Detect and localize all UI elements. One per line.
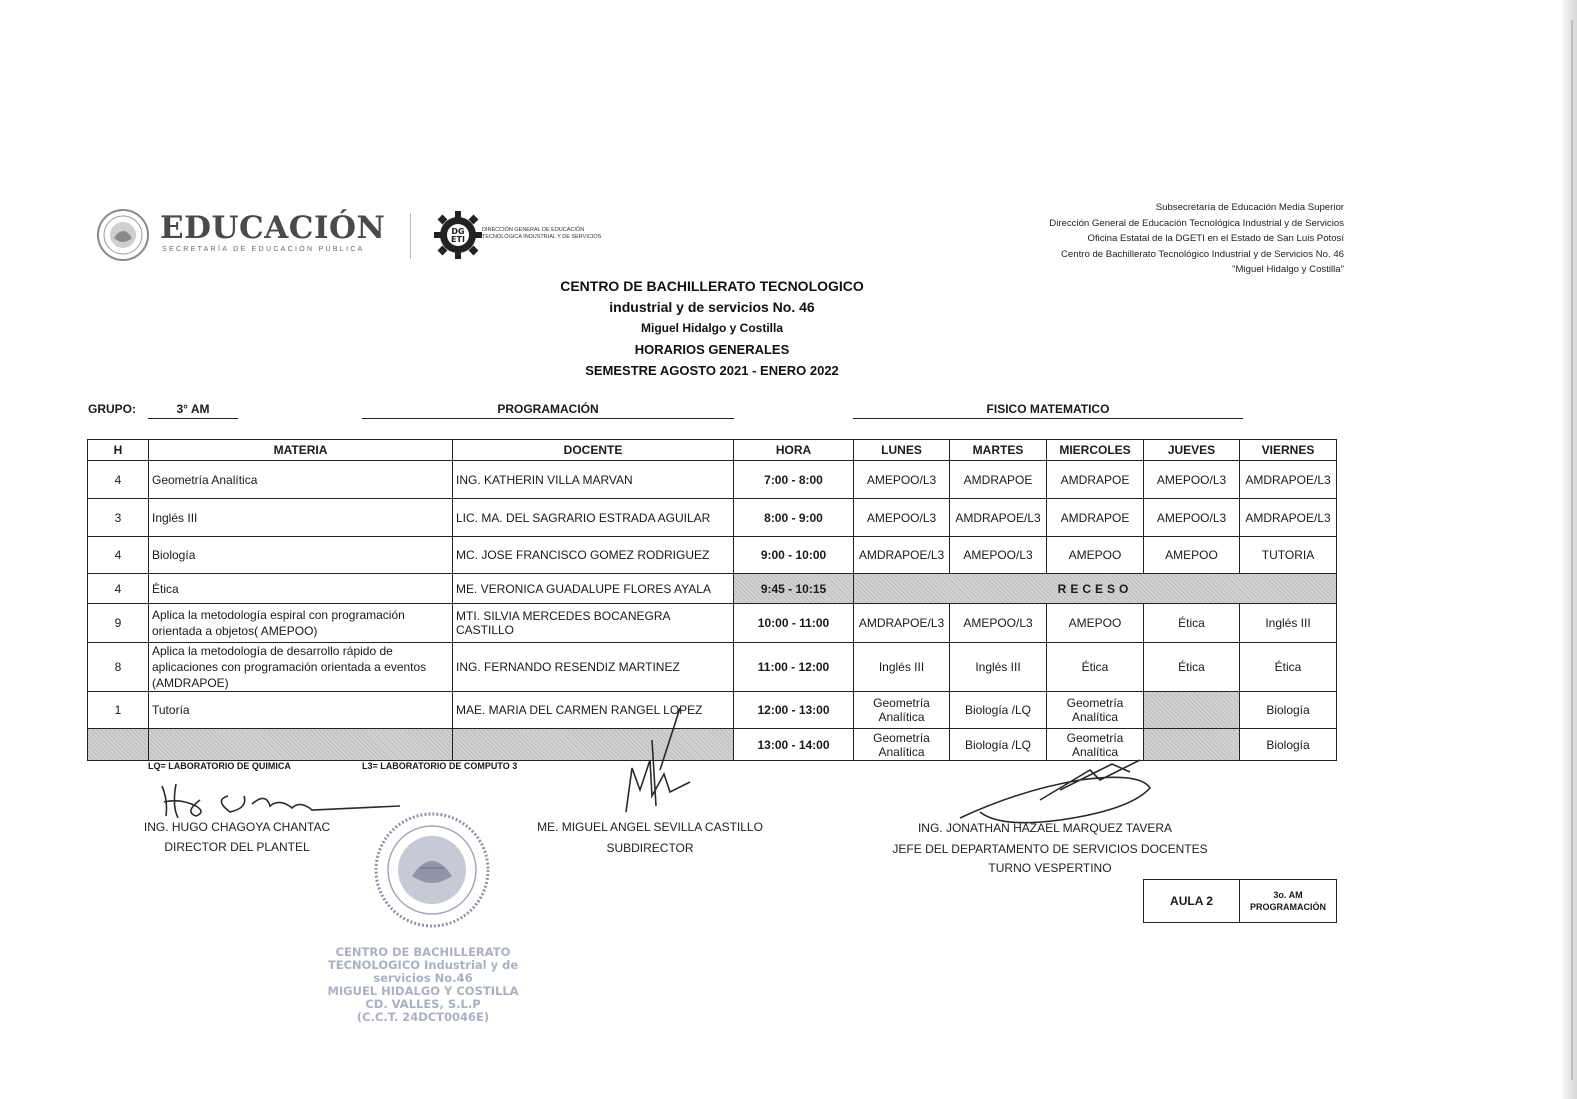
- day-cell: AMEPOO/L3: [854, 461, 950, 499]
- table-row: [88, 729, 1337, 761]
- table-row: [88, 692, 1337, 729]
- day-cell: AMEPOO/L3: [1144, 461, 1240, 499]
- day-cell: AMEPOO/L3: [950, 537, 1047, 574]
- career-name: PROGRAMACIÓN: [362, 402, 734, 419]
- teacher-cell: [453, 729, 734, 761]
- teacher-cell: ME. VERONICA GUADALUPE FLORES AYALA: [453, 574, 734, 604]
- col-header-viernes: VIERNES: [1240, 440, 1337, 461]
- day-cell: Biología /LQ: [950, 729, 1047, 761]
- classroom-group-line: PROGRAMACIÓN: [1250, 902, 1326, 912]
- note-lq: LQ= LABORATORIO DE QUIMICA: [148, 761, 291, 771]
- group-value: 3° AM: [148, 402, 238, 419]
- day-cell: AMDRAPOE/L3: [950, 499, 1047, 537]
- day-cell: AMEPOO/L3: [950, 604, 1047, 643]
- recess-cell: RECESO: [854, 574, 1337, 604]
- agency-line: Subsecretaría de Educación Media Superior: [1155, 202, 1344, 213]
- stamp-line: (C.C.T. 24DCT0046E): [356, 1010, 490, 1024]
- day-cell: AMEPOO: [1144, 537, 1240, 574]
- official-seal-stamp: [372, 810, 492, 930]
- day-cell: AMDRAPOE: [950, 461, 1047, 499]
- time-cell: 10:00 - 11:00: [734, 604, 854, 643]
- col-header-h: H: [88, 440, 149, 461]
- schedule-table: [87, 439, 1337, 761]
- svg-text:DG: DG: [451, 227, 465, 236]
- day-cell: AMDRAPOE: [1047, 461, 1144, 499]
- day-cell: Geometría Analítica: [854, 729, 950, 761]
- subdirector-name: ME. MIGUEL ANGEL SEVILLA CASTILLO: [537, 820, 763, 834]
- teacher-cell: MAE. MARIA DEL CARMEN RANGEL LOPEZ: [453, 692, 734, 729]
- table-row: [88, 461, 1337, 499]
- table-row: [88, 604, 1337, 643]
- teacher-cell: LIC. MA. DEL SAGRARIO ESTRADA AGUILAR: [453, 499, 734, 537]
- time-cell: 7:00 - 8:00: [734, 461, 854, 499]
- agency-line: Dirección General de Educación Tecnológica Industrial y de Servicios: [1049, 217, 1344, 229]
- hours-cell: 4: [88, 461, 149, 499]
- col-header-martes: MARTES: [950, 440, 1047, 461]
- day-cell: AMEPOO/L3: [1144, 499, 1240, 537]
- note-l3: L3= LABORATORIO DE COMPUTO 3: [362, 761, 518, 771]
- hours-cell: 4: [88, 537, 149, 574]
- hours-cell: 8: [88, 643, 149, 692]
- school-stamp-text: [318, 946, 528, 1024]
- hours-cell: 9: [88, 604, 149, 643]
- table-row: [88, 643, 1337, 692]
- teacher-cell: ING. FERNANDO RESENDIZ MARTINEZ: [453, 643, 734, 692]
- stamp-line: CENTRO DE BACHILLERATO: [335, 945, 511, 959]
- day-cell: Ética: [1144, 643, 1240, 692]
- hours-cell: 4: [88, 574, 149, 604]
- subject-cell: Aplica la metodología de desarrollo rápido de aplicaciones con programación orientada a eventos (AMDRAPOE): [149, 643, 453, 692]
- dgeti-line-2: TECNOLÓGICA INDUSTRIAL Y DE SERVICIOS: [482, 234, 602, 240]
- director-role: DIRECTOR DEL PLANTEL: [164, 840, 310, 854]
- hours-cell: 3: [88, 499, 149, 537]
- day-cell: Biología: [1240, 729, 1337, 761]
- title-school-sub: industrial y de servicios No. 46: [609, 299, 815, 315]
- day-cell: Inglés III: [950, 643, 1047, 692]
- title-schedule: HORARIOS GENERALES: [634, 342, 790, 357]
- time-cell: 9:00 - 10:00: [734, 537, 854, 574]
- subject-cell: Tutoría: [149, 692, 453, 729]
- svg-text:ETI: ETI: [451, 235, 465, 244]
- day-cell: AMEPOO/L3: [854, 499, 950, 537]
- group-label: GRUPO:: [88, 402, 136, 416]
- day-cell: Inglés III: [854, 643, 950, 692]
- day-cell: TUTORIA: [1240, 537, 1337, 574]
- agency-line: Centro de Bachillerato Tecnológico Industrial y de Servicios No. 46: [1061, 248, 1344, 260]
- day-cell-empty: [1144, 729, 1240, 761]
- stamp-line: CD. VALLES, S.L.P: [365, 997, 481, 1011]
- col-header-miercoles: MIERCOLES: [1047, 440, 1144, 461]
- dgeti-text: [482, 227, 632, 241]
- teacher-cell: ING. KATHERIN VILLA MARVAN: [453, 461, 734, 499]
- hours-cell: 1: [88, 692, 149, 729]
- table-row: [88, 499, 1337, 537]
- day-cell: AMDRAPOE/L3: [1240, 499, 1337, 537]
- logo-divider: [410, 213, 411, 259]
- day-cell-empty: [1144, 692, 1240, 729]
- day-cell: Ética: [1047, 643, 1144, 692]
- subject-cell: [149, 729, 453, 761]
- day-cell: AMDRAPOE/L3: [854, 537, 950, 574]
- hours-cell: [88, 729, 149, 761]
- jefe-role: JEFE DEL DEPARTAMENTO DE SERVICIOS DOCENTES: [892, 842, 1208, 856]
- col-header-materia: MATERIA: [149, 440, 453, 461]
- subject-cell: Aplica la metodología espiral con programación orientada a objetos( AMEPOO): [149, 604, 453, 643]
- day-cell: Inglés III: [1240, 604, 1337, 643]
- sep-seal-logo: [96, 208, 150, 262]
- title-school: CENTRO DE BACHILLERATO TECNOLOGICO: [560, 278, 864, 294]
- subdirector-role: SUBDIRECTOR: [606, 841, 694, 855]
- day-cell: AMDRAPOE/L3: [854, 604, 950, 643]
- subject-cell: Inglés III: [149, 499, 453, 537]
- jefe-name: ING. JONATHAN HAZAEL MARQUEZ TAVERA: [917, 821, 1173, 835]
- teacher-cell: MTI. SILVIA MERCEDES BOCANEGRA CASTILLO: [453, 604, 734, 643]
- logo-wordmark: EDUCACIÓN: [160, 210, 386, 246]
- time-cell: 12:00 - 13:00: [734, 692, 854, 729]
- day-cell: Biología /LQ: [950, 692, 1047, 729]
- logo-subtitle: SECRETARÍA DE EDUCACIÓN PÚBLICA: [162, 246, 365, 253]
- agency-block: [1049, 200, 1344, 278]
- subject-cell: Biología: [149, 537, 453, 574]
- day-cell: Biología: [1240, 692, 1337, 729]
- table-header-row: [88, 440, 1337, 461]
- day-cell: AMDRAPOE: [1047, 499, 1144, 537]
- col-header-docente: DOCENTE: [453, 440, 734, 461]
- day-cell: AMDRAPOE/L3: [1240, 461, 1337, 499]
- document-titles: [462, 276, 962, 381]
- classroom-group-line: 3o. AM: [1273, 890, 1303, 900]
- col-header-hora: HORA: [734, 440, 854, 461]
- subject-cell: Ética: [149, 574, 453, 604]
- day-cell: Geometría Analítica: [1047, 692, 1144, 729]
- stamp-line: MIGUEL HIDALGO Y COSTILLA: [327, 984, 519, 998]
- classroom-label: AULA 2: [1144, 880, 1240, 922]
- day-cell: Ética: [1144, 604, 1240, 643]
- scan-edge: [1563, 0, 1577, 1099]
- dgeti-line-1: DIRECCIÓN GENERAL DE EDUCACIÓN: [482, 227, 585, 233]
- subject-cell: Geometría Analítica: [149, 461, 453, 499]
- day-cell: Geometría Analítica: [1047, 729, 1144, 761]
- time-cell: 11:00 - 12:00: [734, 643, 854, 692]
- col-header-jueves: JUEVES: [1144, 440, 1240, 461]
- time-cell: 13:00 - 14:00: [734, 729, 854, 761]
- time-cell: 9:45 - 10:15: [734, 574, 854, 604]
- table-row: [88, 537, 1337, 574]
- agency-line: "Miguel Hidalgo y Costilla": [1232, 264, 1344, 276]
- stamp-line: TECNOLOGICO Industrial y de: [327, 958, 519, 972]
- col-header-lunes: LUNES: [854, 440, 950, 461]
- title-semester: SEMESTRE AGOSTO 2021 - ENERO 2022: [585, 363, 839, 378]
- classroom-group: [1240, 880, 1336, 922]
- day-cell: Geometría Analítica: [854, 692, 950, 729]
- teacher-cell: MC. JOSE FRANCISCO GOMEZ RODRIGUEZ: [453, 537, 734, 574]
- title-school-name: Miguel Hidalgo y Costilla: [640, 321, 783, 335]
- field-name: FISICO MATEMATICO: [853, 402, 1243, 419]
- stamp-line: servicios No.46: [373, 971, 473, 985]
- dgeti-gear-logo: [432, 209, 484, 261]
- classroom-box: [1143, 879, 1337, 923]
- jefe-shift: TURNO VESPERTINO: [988, 861, 1112, 875]
- day-cell: AMEPOO: [1047, 604, 1144, 643]
- day-cell: AMEPOO: [1047, 537, 1144, 574]
- time-cell: 8:00 - 9:00: [734, 499, 854, 537]
- agency-line: Oficina Estatal de la DGETI en el Estado de San Luis Potosí: [1087, 233, 1344, 245]
- table-row-receso: [88, 574, 1337, 604]
- day-cell: Ética: [1240, 643, 1337, 692]
- director-name: ING. HUGO CHAGOYA CHANTAC: [143, 820, 331, 834]
